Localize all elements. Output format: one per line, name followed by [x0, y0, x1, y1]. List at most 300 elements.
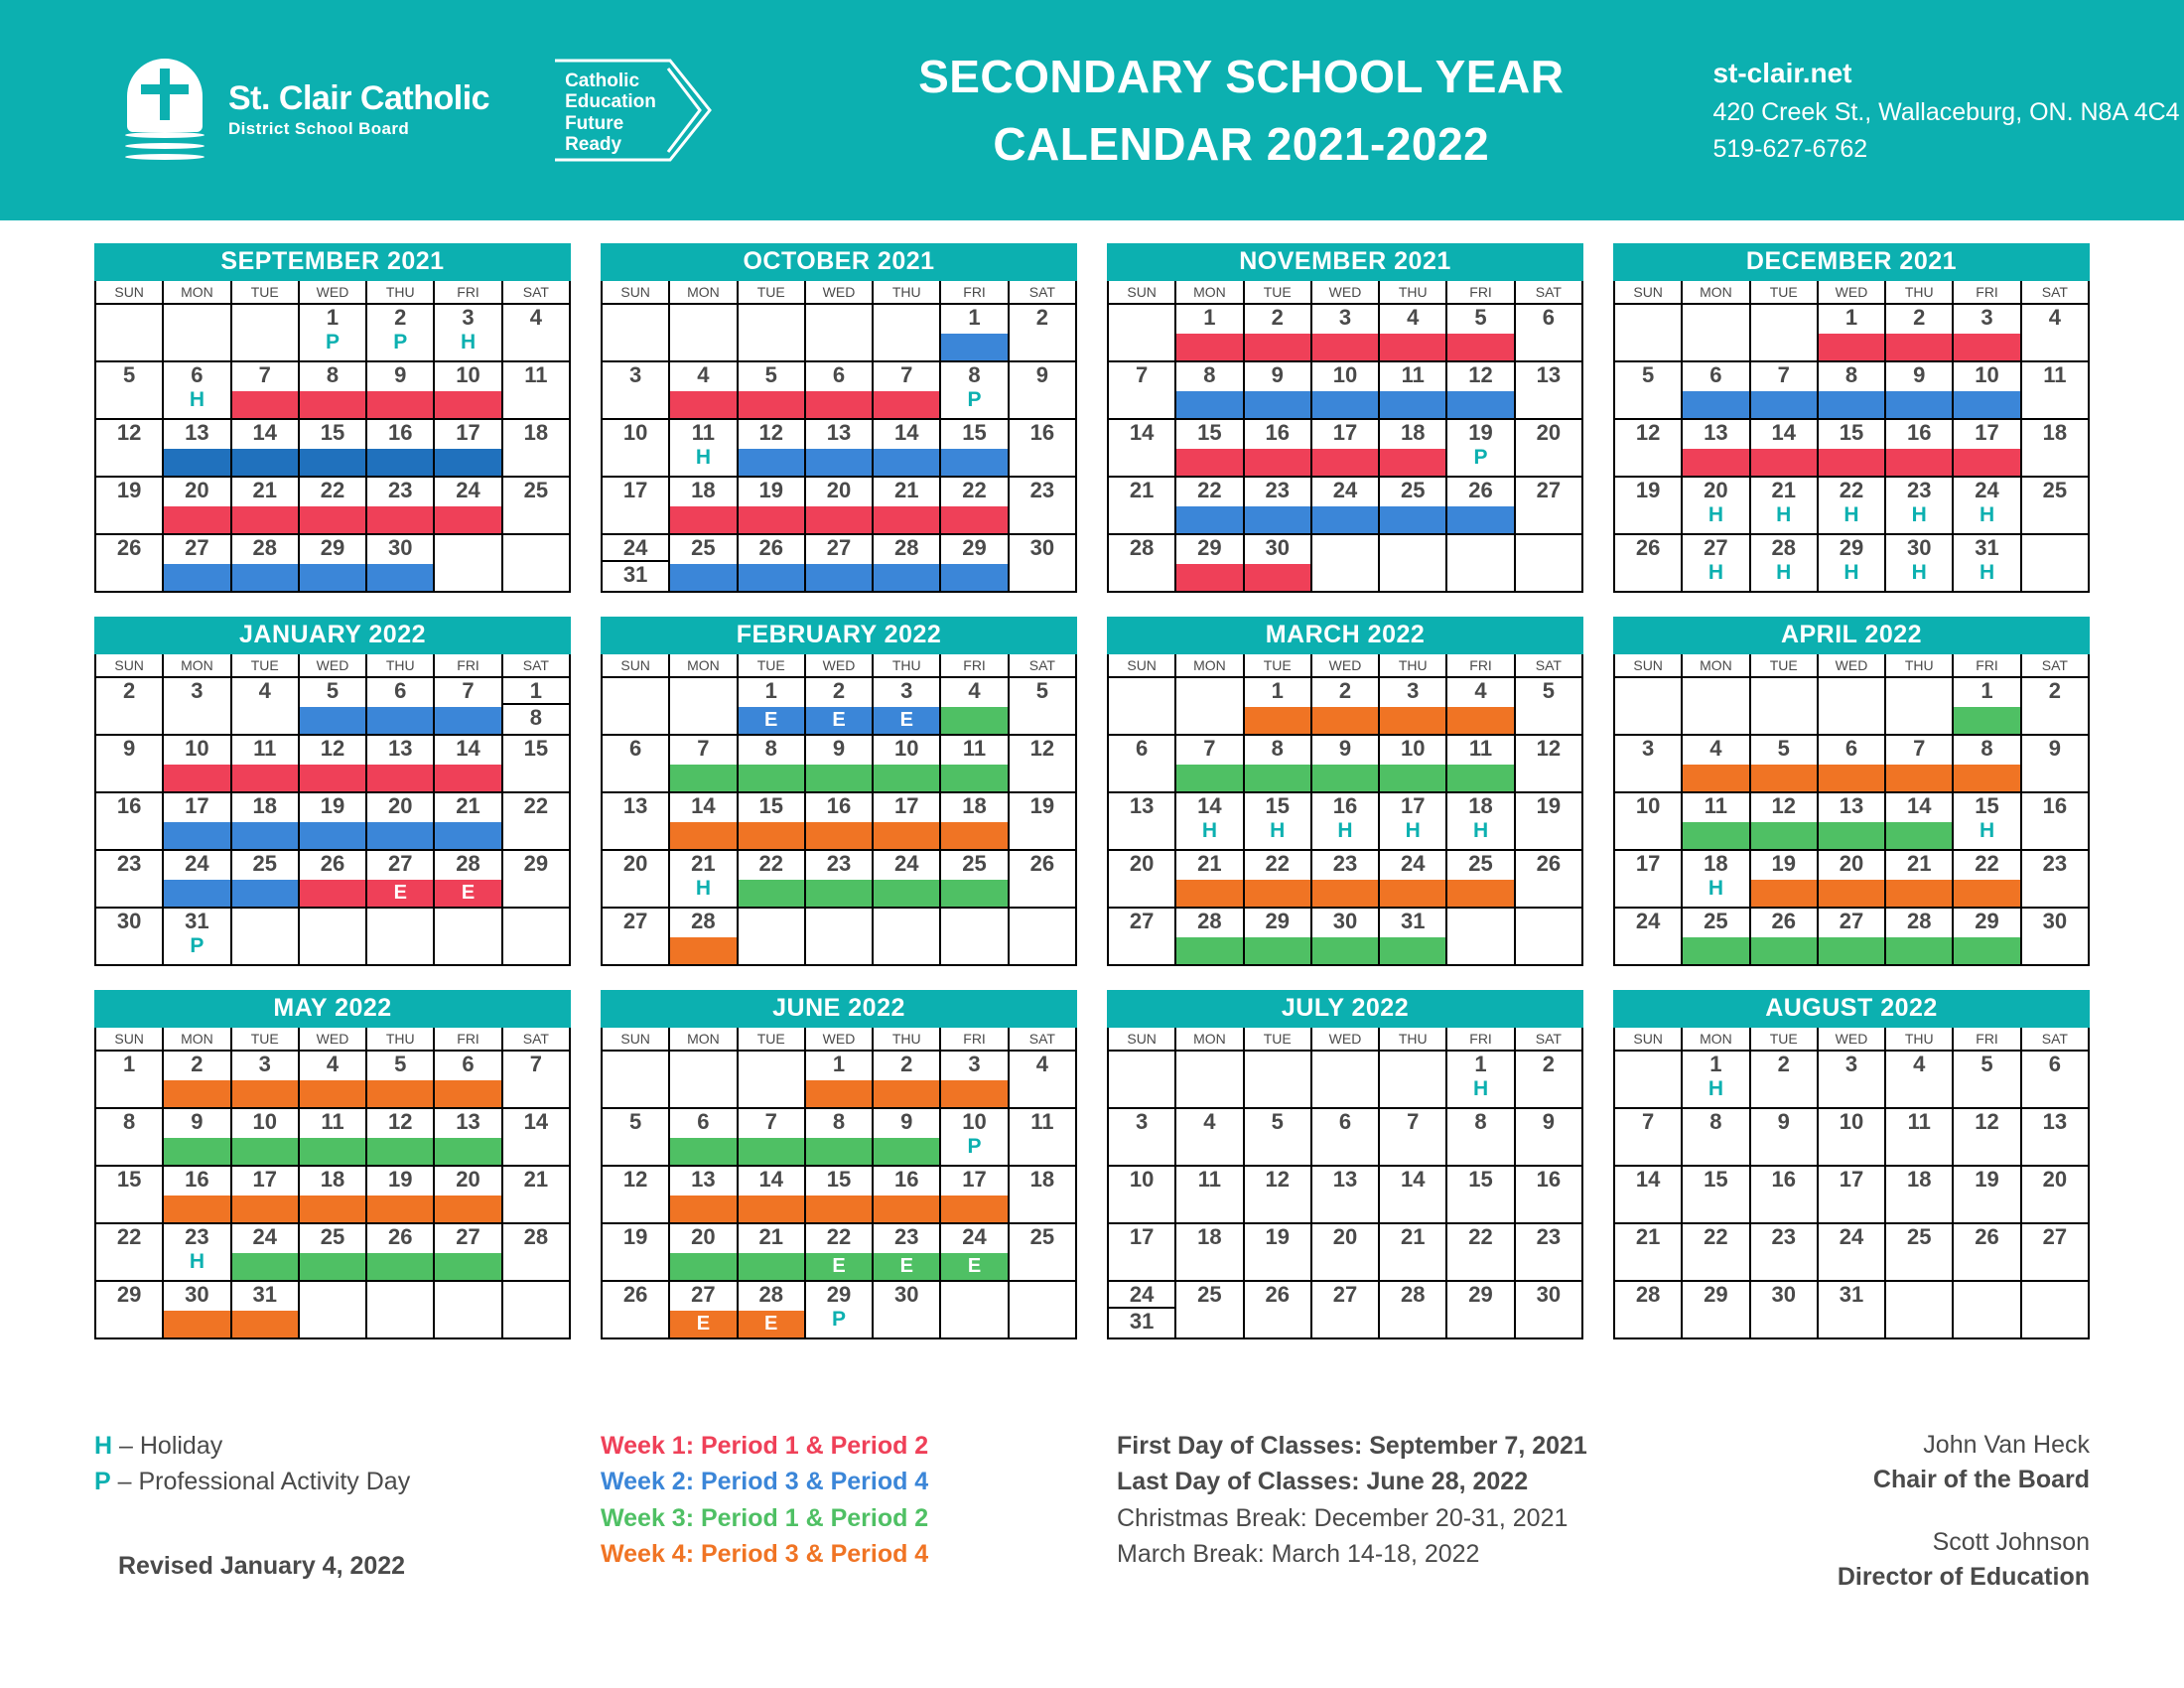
day-cell[interactable]: [1446, 677, 1514, 735]
day-cell[interactable]: [1108, 850, 1175, 908]
day-cell[interactable]: [1175, 1166, 1243, 1223]
day-cell[interactable]: [95, 477, 163, 534]
day-cell[interactable]: [940, 534, 1008, 592]
day-cell[interactable]: [1750, 1223, 1818, 1281]
day-cell[interactable]: [299, 477, 366, 534]
day-cell[interactable]: [1175, 850, 1243, 908]
day-cell[interactable]: [1108, 534, 1175, 592]
day-cell[interactable]: [1750, 792, 1818, 850]
day-cell[interactable]: [602, 792, 669, 850]
day-cell[interactable]: [366, 477, 434, 534]
day-cell[interactable]: [805, 735, 873, 792]
day-cell[interactable]: [1515, 304, 1582, 361]
day-cell[interactable]: [1244, 677, 1311, 735]
day-cell[interactable]: [502, 304, 570, 361]
day-cell[interactable]: [1379, 304, 1446, 361]
day-cell[interactable]: [231, 1281, 299, 1338]
day-cell[interactable]: [299, 361, 366, 419]
day-cell[interactable]: [163, 1166, 230, 1223]
day-cell[interactable]: [502, 1108, 570, 1166]
day-cell[interactable]: [1614, 534, 1682, 592]
day-cell[interactable]: [434, 1166, 501, 1223]
day-cell[interactable]: [738, 677, 805, 735]
day-cell[interactable]: [1682, 477, 1749, 534]
day-cell[interactable]: [1885, 1166, 1953, 1223]
day-cell[interactable]: [1009, 850, 1076, 908]
day-cell[interactable]: [502, 1166, 570, 1223]
day-cell[interactable]: [1614, 1166, 1682, 1223]
day-cell[interactable]: [502, 1051, 570, 1108]
day-cell[interactable]: [2021, 792, 2089, 850]
day-cell[interactable]: [1311, 850, 1379, 908]
day-cell[interactable]: [1244, 1166, 1311, 1223]
day-cell[interactable]: [1885, 1108, 1953, 1166]
day-cell[interactable]: [1108, 1223, 1175, 1281]
day-cell[interactable]: [434, 1108, 501, 1166]
day-cell[interactable]: [602, 1108, 669, 1166]
day-cell[interactable]: [502, 361, 570, 419]
day-cell[interactable]: [1446, 735, 1514, 792]
day-cell[interactable]: [299, 677, 366, 735]
day-cell[interactable]: [1818, 534, 1885, 592]
day-cell[interactable]: [163, 735, 230, 792]
day-cell[interactable]: [1953, 792, 2020, 850]
day-cell[interactable]: [502, 419, 570, 477]
day-cell[interactable]: [1311, 908, 1379, 965]
day-cell[interactable]: [299, 419, 366, 477]
day-cell[interactable]: [602, 1166, 669, 1223]
day-cell[interactable]: [231, 1051, 299, 1108]
day-cell[interactable]: [1953, 361, 2020, 419]
day-cell[interactable]: [502, 735, 570, 792]
day-cell[interactable]: [1009, 361, 1076, 419]
day-cell[interactable]: [805, 1223, 873, 1281]
day-cell[interactable]: [602, 534, 669, 592]
day-cell[interactable]: [1244, 735, 1311, 792]
day-cell[interactable]: [1515, 792, 1582, 850]
day-cell[interactable]: [1446, 304, 1514, 361]
day-cell[interactable]: [434, 304, 501, 361]
day-cell[interactable]: [502, 677, 570, 735]
day-cell[interactable]: [1244, 1108, 1311, 1166]
day-cell[interactable]: [1953, 1166, 2020, 1223]
day-cell[interactable]: [1379, 908, 1446, 965]
day-cell[interactable]: [1108, 477, 1175, 534]
day-cell[interactable]: [1175, 419, 1243, 477]
day-cell[interactable]: [1953, 1051, 2020, 1108]
day-cell[interactable]: [1515, 1051, 1582, 1108]
day-cell[interactable]: [1614, 1281, 1682, 1338]
day-cell[interactable]: [163, 534, 230, 592]
day-cell[interactable]: [231, 735, 299, 792]
day-cell[interactable]: [434, 477, 501, 534]
day-cell[interactable]: [669, 1108, 737, 1166]
day-cell[interactable]: [1244, 1281, 1311, 1338]
day-cell[interactable]: [1885, 304, 1953, 361]
day-cell[interactable]: [2021, 304, 2089, 361]
day-cell[interactable]: [299, 1223, 366, 1281]
day-cell[interactable]: [1682, 1108, 1749, 1166]
day-cell[interactable]: [231, 850, 299, 908]
day-cell[interactable]: [366, 792, 434, 850]
day-cell[interactable]: [502, 1223, 570, 1281]
day-cell[interactable]: [1009, 534, 1076, 592]
day-cell[interactable]: [873, 361, 940, 419]
day-cell[interactable]: [1311, 735, 1379, 792]
day-cell[interactable]: [669, 1223, 737, 1281]
day-cell[interactable]: [231, 1166, 299, 1223]
day-cell[interactable]: [1108, 1108, 1175, 1166]
day-cell[interactable]: [1379, 1166, 1446, 1223]
day-cell[interactable]: [1682, 361, 1749, 419]
day-cell[interactable]: [231, 361, 299, 419]
day-cell[interactable]: [1175, 1108, 1243, 1166]
day-cell[interactable]: [231, 477, 299, 534]
day-cell[interactable]: [1515, 419, 1582, 477]
day-cell[interactable]: [805, 1281, 873, 1338]
day-cell[interactable]: [1244, 304, 1311, 361]
day-cell[interactable]: [1379, 1281, 1446, 1338]
day-cell[interactable]: [1682, 792, 1749, 850]
day-cell[interactable]: [1885, 792, 1953, 850]
day-cell[interactable]: [738, 477, 805, 534]
day-cell[interactable]: [1311, 792, 1379, 850]
day-cell[interactable]: [1750, 534, 1818, 592]
day-cell[interactable]: [1818, 477, 1885, 534]
day-cell[interactable]: [1885, 1051, 1953, 1108]
day-cell[interactable]: [231, 792, 299, 850]
day-cell[interactable]: [1009, 677, 1076, 735]
day-cell[interactable]: [95, 792, 163, 850]
day-cell[interactable]: [2021, 419, 2089, 477]
day-cell[interactable]: [1244, 908, 1311, 965]
day-cell[interactable]: [1614, 1223, 1682, 1281]
day-cell[interactable]: [602, 477, 669, 534]
day-cell[interactable]: [1885, 908, 1953, 965]
day-cell[interactable]: [163, 677, 230, 735]
day-cell[interactable]: [299, 735, 366, 792]
day-cell[interactable]: [1379, 477, 1446, 534]
day-cell[interactable]: [1682, 1166, 1749, 1223]
day-cell[interactable]: [2021, 477, 2089, 534]
day-cell[interactable]: [669, 850, 737, 908]
day-cell[interactable]: [231, 534, 299, 592]
day-cell[interactable]: [738, 1166, 805, 1223]
day-cell[interactable]: [2021, 1223, 2089, 1281]
day-cell[interactable]: [1379, 1108, 1446, 1166]
day-cell[interactable]: [366, 419, 434, 477]
day-cell[interactable]: [940, 677, 1008, 735]
day-cell[interactable]: [95, 361, 163, 419]
day-cell[interactable]: [940, 361, 1008, 419]
day-cell[interactable]: [1750, 908, 1818, 965]
day-cell[interactable]: [1009, 735, 1076, 792]
day-cell[interactable]: [163, 792, 230, 850]
day-cell[interactable]: [1379, 792, 1446, 850]
day-cell[interactable]: [1818, 850, 1885, 908]
day-cell[interactable]: [940, 1108, 1008, 1166]
day-cell[interactable]: [1175, 1223, 1243, 1281]
day-cell[interactable]: [602, 419, 669, 477]
day-cell[interactable]: [1818, 1051, 1885, 1108]
day-cell[interactable]: [940, 735, 1008, 792]
day-cell[interactable]: [669, 477, 737, 534]
day-cell[interactable]: [1614, 1108, 1682, 1166]
day-cell[interactable]: [1953, 304, 2020, 361]
day-cell[interactable]: [873, 677, 940, 735]
day-cell[interactable]: [1446, 1108, 1514, 1166]
day-cell[interactable]: [1244, 477, 1311, 534]
day-cell[interactable]: [1311, 1223, 1379, 1281]
day-cell[interactable]: [1446, 361, 1514, 419]
day-cell[interactable]: [1885, 850, 1953, 908]
day-cell[interactable]: [163, 850, 230, 908]
day-cell[interactable]: [434, 792, 501, 850]
day-cell[interactable]: [738, 1223, 805, 1281]
day-cell[interactable]: [1953, 735, 2020, 792]
day-cell[interactable]: [1750, 735, 1818, 792]
day-cell[interactable]: [1682, 1051, 1749, 1108]
day-cell[interactable]: [1009, 1108, 1076, 1166]
day-cell[interactable]: [1311, 1281, 1379, 1338]
day-cell[interactable]: [1175, 304, 1243, 361]
day-cell[interactable]: [1885, 1223, 1953, 1281]
day-cell[interactable]: [1311, 1108, 1379, 1166]
day-cell[interactable]: [805, 850, 873, 908]
day-cell[interactable]: [1175, 477, 1243, 534]
day-cell[interactable]: [1953, 534, 2020, 592]
day-cell[interactable]: [1175, 534, 1243, 592]
day-cell[interactable]: [1108, 419, 1175, 477]
day-cell[interactable]: [738, 1108, 805, 1166]
day-cell[interactable]: [1446, 792, 1514, 850]
day-cell[interactable]: [299, 1166, 366, 1223]
day-cell[interactable]: [1614, 735, 1682, 792]
day-cell[interactable]: [1885, 419, 1953, 477]
day-cell[interactable]: [1446, 850, 1514, 908]
day-cell[interactable]: [1311, 1166, 1379, 1223]
day-cell[interactable]: [366, 1051, 434, 1108]
day-cell[interactable]: [1446, 419, 1514, 477]
day-cell[interactable]: [1108, 735, 1175, 792]
day-cell[interactable]: [95, 419, 163, 477]
day-cell[interactable]: [1379, 1223, 1446, 1281]
day-cell[interactable]: [1244, 361, 1311, 419]
day-cell[interactable]: [1446, 1281, 1514, 1338]
day-cell[interactable]: [1244, 419, 1311, 477]
day-cell[interactable]: [299, 1108, 366, 1166]
day-cell[interactable]: [2021, 1108, 2089, 1166]
day-cell[interactable]: [299, 304, 366, 361]
day-cell[interactable]: [1446, 1051, 1514, 1108]
day-cell[interactable]: [805, 419, 873, 477]
day-cell[interactable]: [502, 850, 570, 908]
day-cell[interactable]: [1515, 361, 1582, 419]
day-cell[interactable]: [1175, 792, 1243, 850]
day-cell[interactable]: [1885, 534, 1953, 592]
day-cell[interactable]: [669, 735, 737, 792]
day-cell[interactable]: [669, 908, 737, 965]
day-cell[interactable]: [1244, 534, 1311, 592]
day-cell[interactable]: [434, 850, 501, 908]
day-cell[interactable]: [231, 1223, 299, 1281]
day-cell[interactable]: [1682, 1223, 1749, 1281]
day-cell[interactable]: [231, 677, 299, 735]
day-cell[interactable]: [1515, 477, 1582, 534]
day-cell[interactable]: [873, 1051, 940, 1108]
day-cell[interactable]: [2021, 677, 2089, 735]
day-cell[interactable]: [669, 792, 737, 850]
day-cell[interactable]: [1885, 361, 1953, 419]
day-cell[interactable]: [1515, 1281, 1582, 1338]
day-cell[interactable]: [366, 677, 434, 735]
day-cell[interactable]: [1750, 1166, 1818, 1223]
day-cell[interactable]: [1515, 1166, 1582, 1223]
day-cell[interactable]: [1515, 1223, 1582, 1281]
day-cell[interactable]: [873, 534, 940, 592]
day-cell[interactable]: [366, 361, 434, 419]
day-cell[interactable]: [163, 1281, 230, 1338]
day-cell[interactable]: [1953, 1223, 2020, 1281]
day-cell[interactable]: [1750, 850, 1818, 908]
day-cell[interactable]: [602, 1281, 669, 1338]
day-cell[interactable]: [873, 850, 940, 908]
day-cell[interactable]: [805, 1166, 873, 1223]
day-cell[interactable]: [2021, 908, 2089, 965]
day-cell[interactable]: [1446, 1223, 1514, 1281]
day-cell[interactable]: [873, 1108, 940, 1166]
day-cell[interactable]: [1515, 850, 1582, 908]
day-cell[interactable]: [805, 1051, 873, 1108]
day-cell[interactable]: [502, 477, 570, 534]
day-cell[interactable]: [873, 735, 940, 792]
day-cell[interactable]: [669, 419, 737, 477]
day-cell[interactable]: [805, 792, 873, 850]
day-cell[interactable]: [299, 534, 366, 592]
day-cell[interactable]: [434, 419, 501, 477]
day-cell[interactable]: [940, 850, 1008, 908]
day-cell[interactable]: [738, 534, 805, 592]
day-cell[interactable]: [1818, 1108, 1885, 1166]
day-cell[interactable]: [1750, 1051, 1818, 1108]
day-cell[interactable]: [1175, 361, 1243, 419]
day-cell[interactable]: [95, 677, 163, 735]
day-cell[interactable]: [434, 1051, 501, 1108]
day-cell[interactable]: [95, 534, 163, 592]
day-cell[interactable]: [1818, 908, 1885, 965]
day-cell[interactable]: [2021, 1166, 2089, 1223]
day-cell[interactable]: [1446, 1166, 1514, 1223]
day-cell[interactable]: [805, 677, 873, 735]
day-cell[interactable]: [434, 1223, 501, 1281]
day-cell[interactable]: [231, 419, 299, 477]
day-cell[interactable]: [1818, 361, 1885, 419]
day-cell[interactable]: [940, 419, 1008, 477]
day-cell[interactable]: [940, 1223, 1008, 1281]
day-cell[interactable]: [366, 1223, 434, 1281]
day-cell[interactable]: [299, 1051, 366, 1108]
day-cell[interactable]: [940, 1166, 1008, 1223]
day-cell[interactable]: [1108, 908, 1175, 965]
day-cell[interactable]: [1818, 1166, 1885, 1223]
day-cell[interactable]: [95, 1281, 163, 1338]
day-cell[interactable]: [1614, 850, 1682, 908]
day-cell[interactable]: [95, 908, 163, 965]
day-cell[interactable]: [95, 1223, 163, 1281]
day-cell[interactable]: [163, 1051, 230, 1108]
day-cell[interactable]: [95, 1166, 163, 1223]
day-cell[interactable]: [1009, 1051, 1076, 1108]
day-cell[interactable]: [163, 477, 230, 534]
day-cell[interactable]: [1818, 792, 1885, 850]
day-cell[interactable]: [95, 850, 163, 908]
day-cell[interactable]: [1175, 1281, 1243, 1338]
day-cell[interactable]: [299, 792, 366, 850]
day-cell[interactable]: [1818, 1281, 1885, 1338]
day-cell[interactable]: [669, 1166, 737, 1223]
day-cell[interactable]: [434, 677, 501, 735]
day-cell[interactable]: [1953, 477, 2020, 534]
day-cell[interactable]: [1682, 850, 1749, 908]
day-cell[interactable]: [602, 735, 669, 792]
day-cell[interactable]: [1379, 850, 1446, 908]
day-cell[interactable]: [1682, 908, 1749, 965]
day-cell[interactable]: [1009, 792, 1076, 850]
day-cell[interactable]: [1244, 1223, 1311, 1281]
day-cell[interactable]: [602, 850, 669, 908]
day-cell[interactable]: [1750, 419, 1818, 477]
day-cell[interactable]: [1682, 419, 1749, 477]
day-cell[interactable]: [366, 304, 434, 361]
day-cell[interactable]: [1614, 908, 1682, 965]
day-cell[interactable]: [95, 735, 163, 792]
day-cell[interactable]: [434, 361, 501, 419]
day-cell[interactable]: [1818, 304, 1885, 361]
day-cell[interactable]: [669, 1281, 737, 1338]
day-cell[interactable]: [738, 419, 805, 477]
day-cell[interactable]: [873, 477, 940, 534]
day-cell[interactable]: [602, 908, 669, 965]
day-cell[interactable]: [1379, 735, 1446, 792]
day-cell[interactable]: [163, 1108, 230, 1166]
day-cell[interactable]: [1614, 477, 1682, 534]
day-cell[interactable]: [738, 1281, 805, 1338]
day-cell[interactable]: [1175, 735, 1243, 792]
day-cell[interactable]: [1750, 477, 1818, 534]
day-cell[interactable]: [366, 735, 434, 792]
day-cell[interactable]: [1009, 477, 1076, 534]
day-cell[interactable]: [1009, 419, 1076, 477]
day-cell[interactable]: [940, 792, 1008, 850]
day-cell[interactable]: [1953, 908, 2020, 965]
day-cell[interactable]: [1614, 419, 1682, 477]
day-cell[interactable]: [1446, 477, 1514, 534]
day-cell[interactable]: [1311, 304, 1379, 361]
day-cell[interactable]: [231, 1108, 299, 1166]
day-cell[interactable]: [940, 477, 1008, 534]
day-cell[interactable]: [1311, 477, 1379, 534]
day-cell[interactable]: [1750, 1281, 1818, 1338]
day-cell[interactable]: [1244, 792, 1311, 850]
day-cell[interactable]: [1311, 419, 1379, 477]
day-cell[interactable]: [1108, 361, 1175, 419]
day-cell[interactable]: [805, 361, 873, 419]
day-cell[interactable]: [738, 850, 805, 908]
day-cell[interactable]: [873, 1223, 940, 1281]
day-cell[interactable]: [602, 1223, 669, 1281]
day-cell[interactable]: [1818, 735, 1885, 792]
website-link[interactable]: st-clair.net: [1712, 57, 1852, 88]
